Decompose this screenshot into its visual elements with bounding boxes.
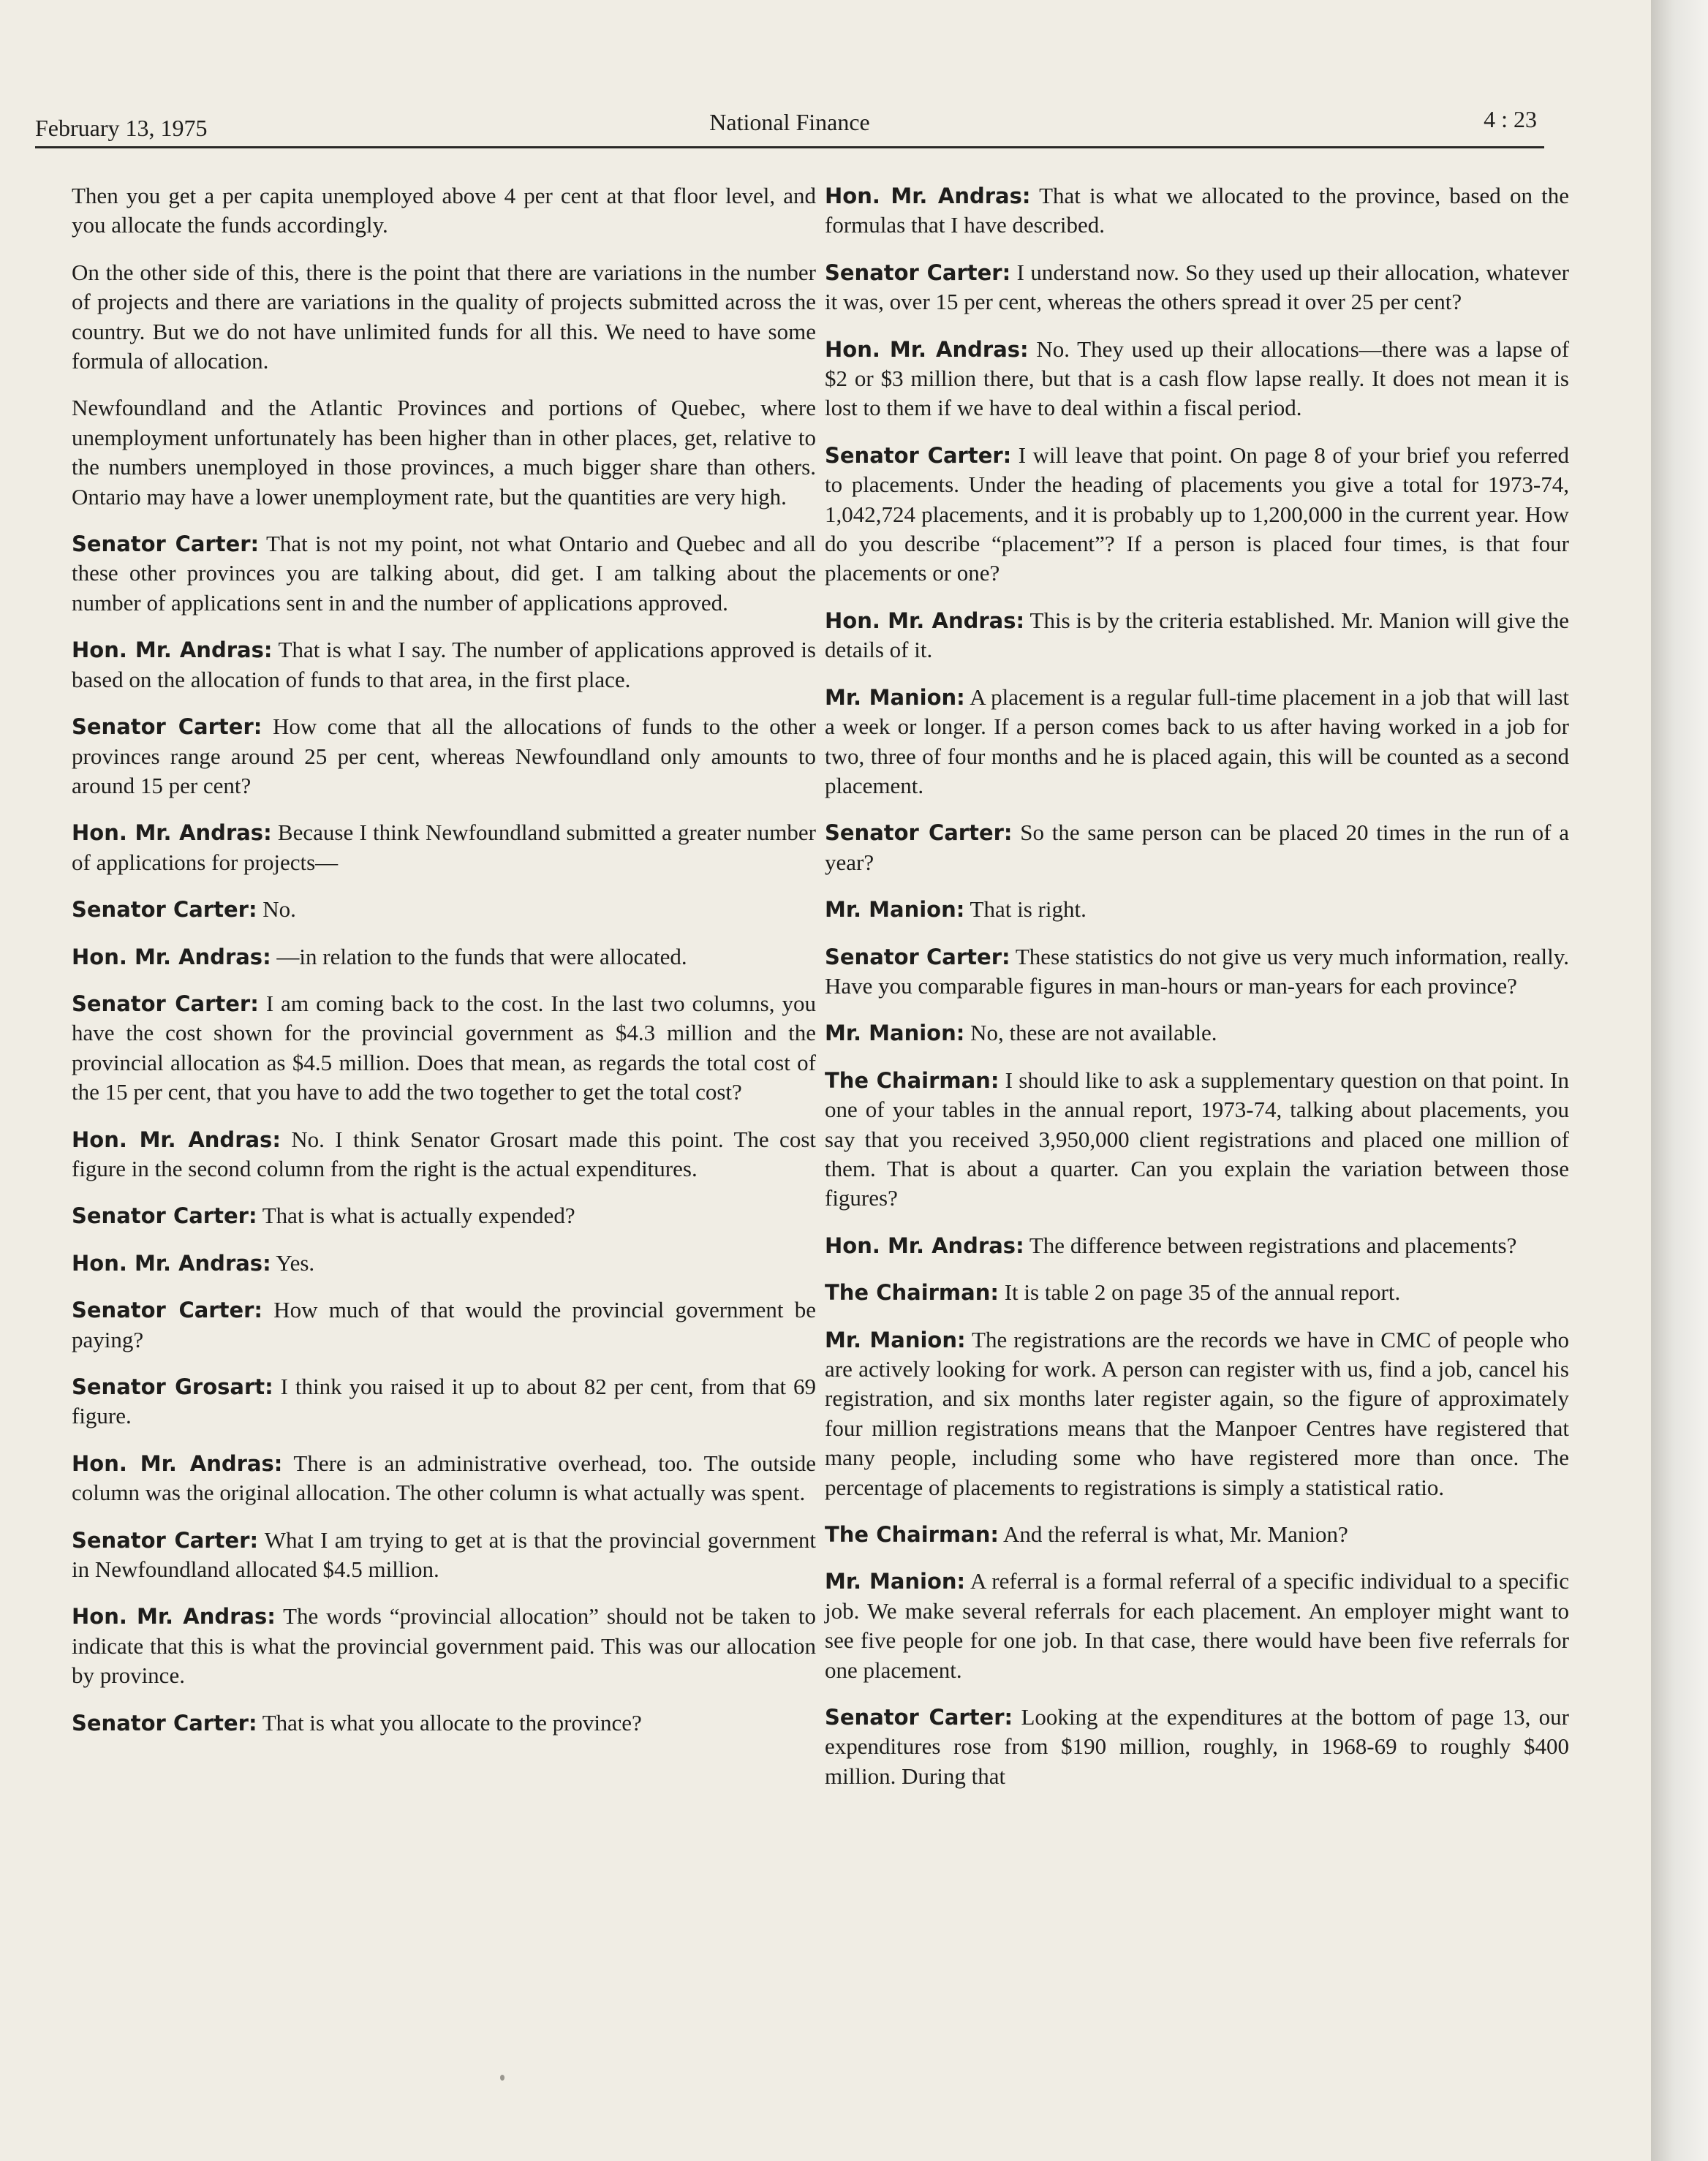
page-header: [35, 102, 1544, 148]
speaker-name: Hon. Mr. Andras:: [825, 336, 1029, 362]
transcript-paragraph: [825, 1703, 1569, 1791]
transcript-paragraph: [825, 1018, 1569, 1048]
paragraph-text: A referral is a formal referral of a specific individual to a specific job. We make several referrals for each placement. An employer might want to see five people for one job. In that case, there would have been five referrals for one placement.: [825, 1568, 1569, 1683]
transcript-paragraph: [72, 1526, 816, 1585]
transcript-paragraph: [72, 712, 816, 801]
transcript-paragraph: [72, 635, 816, 695]
transcript-paragraph: [825, 258, 1569, 317]
speaker-name: Mr. Manion:: [825, 1327, 966, 1352]
paragraph-text: Because I think Newfoundland submitted a greater number of applications for projects—: [72, 820, 816, 875]
speaker-name: Hon. Mr. Andras:: [825, 1233, 1024, 1258]
header-date: February 13, 1975: [35, 115, 208, 141]
paragraph-text: How much of that would the provincial government be paying?: [72, 1297, 817, 1352]
paragraph-text: These statistics do not give us very much information, really. Have you comparable figures in man-hours or man-years for each province?: [825, 943, 1569, 999]
paragraph-text: And the referral is what, Mr. Manion?: [1003, 1521, 1348, 1548]
speaker-name: Hon. Mr. Andras:: [72, 1450, 283, 1476]
speaker-name: The Chairman:: [825, 1280, 999, 1306]
speaker-name: Senator Carter:: [825, 820, 1013, 846]
speaker-name: The Chairman:: [825, 1522, 999, 1548]
transcript-paragraph: [825, 606, 1569, 665]
speaker-name: Senator Carter:: [72, 1298, 263, 1323]
transcript-paragraph: [825, 1231, 1569, 1260]
paragraph-text: That is what you allocate to the province?: [262, 1709, 642, 1736]
speaker-name: Hon. Mr. Andras:: [72, 1127, 281, 1152]
transcript-paragraph: [72, 1449, 816, 1508]
paragraph-text: That is what I say. The number of applications approved is based on the allocation of funds to that area, in the first place.: [72, 637, 816, 692]
speaker-name: Senator Carter:: [825, 260, 1011, 285]
transcript-paragraph: [825, 1325, 1569, 1502]
transcript-paragraph: [825, 895, 1569, 924]
paragraph-text: That is right.: [970, 896, 1087, 923]
speaker-name: Hon. Mr. Andras:: [72, 944, 271, 969]
paragraph-text: This is by the criteria established. Mr. Manion will give the details of it.: [825, 607, 1569, 663]
paragraph-text: That is not my point, not what Ontario and Quebec and all these other provinces you are talking about, did get. I am talking about the number of applications sent in and the number of applications approved.: [72, 531, 816, 616]
transcript-paragraph: [825, 683, 1569, 801]
paragraph-text: No.: [262, 896, 296, 923]
print-speck: [500, 2075, 505, 2081]
transcript-paragraph: [72, 989, 816, 1108]
paragraph-text: That is what we allocated to the province, based on the formulas that I have described.: [825, 183, 1569, 238]
transcript-paragraph: [72, 818, 816, 877]
speaker-name: Senator Carter:: [825, 944, 1010, 969]
speaker-name: Hon. Mr. Andras:: [72, 820, 272, 846]
transcript-paragraph: [825, 1567, 1569, 1685]
paragraph-text: I should like to ask a supplementary question on that point. In one of your tables in the annual report, 1973-74, talking about placements, you say that you received 3,950,000 client registrations and placed one million of them. That is about a quarter. Can you explain the variation between those figures?: [825, 1067, 1569, 1211]
paragraph-text: Newfoundland and the Atlantic Provinces and portions of Quebec, where unemployment unfortunately has been higher than in other places, get, relative to the numbers unemployed in those provinces, a much bigger share than others. Ontario may have a lower unemployment rate, but the quantities are very high.: [72, 395, 816, 510]
binding-edge: [1651, 0, 1708, 2161]
speaker-name: Hon. Mr. Andras:: [72, 1604, 276, 1630]
paragraph-text: What I am trying to get at is that the provincial government in Newfoundland allocated $4.5 million.: [72, 1526, 817, 1583]
header-page-number: 4 : 23: [1484, 106, 1537, 132]
speaker-name: Senator Carter:: [72, 1710, 257, 1736]
paragraph-text: Yes.: [276, 1249, 315, 1276]
transcript-paragraph: [72, 1249, 816, 1278]
transcript-paragraph: [72, 393, 816, 512]
right-column: [825, 181, 1569, 1809]
paragraph-text: How come that all the allocations of funds to the other provinces range around 25 per cent, whereas Newfoundland only amounts to around 15 per cent?: [72, 714, 817, 798]
speaker-name: Senator Carter:: [825, 442, 1012, 468]
header-title: National Finance: [709, 109, 870, 135]
transcript-paragraph: [72, 942, 816, 972]
speaker-name: Senator Carter:: [72, 991, 259, 1016]
transcript-paragraph: [72, 1602, 816, 1690]
speaker-name: Hon. Mr. Andras:: [72, 1250, 271, 1276]
paragraph-text: No. I think Senator Grosart made this point. The cost figure in the second column from the right is the actual expenditures.: [72, 1126, 816, 1181]
speaker-name: Mr. Manion:: [825, 1021, 965, 1046]
transcript-paragraph: [72, 529, 816, 618]
paragraph-text: I think you raised it up to about 82 per cent, from that 69 figure.: [72, 1374, 817, 1429]
speaker-name: Senator Carter:: [825, 1705, 1013, 1730]
paragraph-text: That is what is actually expended?: [262, 1203, 575, 1229]
transcript-paragraph: [825, 942, 1569, 1002]
transcript-paragraph: [72, 1295, 816, 1355]
paragraph-text: There is an administrative overhead, too. The outside column was the original allocation. The other column is what actually was spent.: [72, 1450, 816, 1506]
paragraph-text: A placement is a regular full-time placement in a job that will last a week or longer. If a person comes back to us after having worked in a job for two, three of four months and he is placed again, this will be counted as a second placement.: [825, 684, 1569, 798]
paragraph-text: The registrations are the records we have in CMC of people who are actively looking for work. A person can register with us, find a job, cancel his registration, and six months later register again, so the figure of approximately four million registrations means that the Manpoer Centres have registered that many people, including some who have registered more than once. The percentage of placements to registrations is simply a statistical ratio.: [825, 1326, 1569, 1500]
paragraph-text: No, these are not available.: [970, 1020, 1217, 1046]
paragraph-text: It is table 2 on page 35 of the annual report.: [1004, 1279, 1401, 1306]
paragraph-text: Then you get a per capita unemployed above 4 per cent at that floor level, and you allocate the funds accordingly.: [72, 183, 816, 238]
speaker-name: Mr. Manion:: [825, 684, 965, 710]
speaker-name: Hon. Mr. Andras:: [825, 608, 1025, 633]
speaker-name: Mr. Manion:: [825, 897, 965, 923]
speaker-name: Hon. Mr. Andras:: [72, 637, 273, 663]
speaker-name: Senator Carter:: [72, 714, 262, 740]
speaker-name: Senator Carter:: [72, 531, 260, 557]
left-column: [72, 181, 816, 1755]
transcript-paragraph: [72, 181, 816, 241]
paragraph-text: The difference between registrations and placements?: [1029, 1232, 1517, 1258]
transcript-paragraph: [72, 1125, 816, 1184]
paragraph-text: Looking at the expenditures at the bottom of page 13, our expenditures rose from $190 million, roughly, in 1968-69 to roughly $400 million. During that: [825, 1704, 1569, 1789]
transcript-paragraph: [825, 1066, 1569, 1214]
transcript-paragraph: [825, 335, 1569, 423]
speaker-name: Mr. Manion:: [825, 1569, 966, 1594]
transcript-paragraph: [825, 1520, 1569, 1549]
paragraph-text: —in relation to the funds that were allocated.: [276, 943, 687, 969]
speaker-name: Senator Carter:: [72, 1203, 257, 1229]
speaker-name: Senator Grosart:: [72, 1374, 273, 1399]
transcript-paragraph: [825, 1278, 1569, 1307]
transcript-paragraph: [72, 1708, 816, 1738]
paragraph-text: I will leave that point. On page 8 of your brief you referred to placements. Under the heading of placements you give a total for 1973-74, 1,042,724 placements, and it is probably up to 1,200,000 in the current year. How do you describe “placement”? If a person is placed four times, is that four placements or one?: [825, 442, 1569, 586]
speaker-name: Senator Carter:: [72, 1527, 259, 1553]
speaker-name: The Chairman:: [825, 1067, 1000, 1093]
transcript-paragraph: [825, 441, 1569, 588]
paragraph-text: So the same person can be placed 20 times in the run of a year?: [825, 820, 1569, 875]
transcript-paragraph: [825, 181, 1569, 241]
speaker-name: Hon. Mr. Andras:: [825, 183, 1031, 208]
transcript-paragraph: [72, 258, 816, 376]
speaker-name: Senator Carter:: [72, 897, 257, 923]
paragraph-text: No. They used up their allocations—there was a lapse of $2 or $3 million there, but that is a cash flow lapse really. It does not mean it is lost to them if we have to deal within a fiscal period.: [825, 336, 1570, 421]
transcript-paragraph: [72, 1372, 816, 1431]
transcript-paragraph: [72, 1201, 816, 1230]
transcript-paragraph: [72, 895, 816, 924]
paragraph-text: On the other side of this, there is the point that there are variations in the number of projects and there are variations in the quality of projects submitted across the country. But we do not have unlimited funds for all this. We need to have some formula of allocation.: [72, 259, 816, 374]
paragraph-text: I am coming back to the cost. In the last two columns, you have the cost shown for the provincial government as $4.3 million and the provincial allocation as $4.5 million. Does that mean, as regards the total cost of the 15 per cent, that you have to add the two together to get the total cost?: [72, 990, 816, 1105]
transcript-paragraph: [825, 818, 1569, 877]
paragraph-text: The words “provincial allocation” should not be taken to indicate that this is what the provincial government paid. This was our allocation by province.: [72, 1603, 816, 1689]
paragraph-text: I understand now. So they used up their allocation, whatever it was, over 15 per cent, whereas the others spread it over 25 per cent?: [825, 259, 1570, 315]
